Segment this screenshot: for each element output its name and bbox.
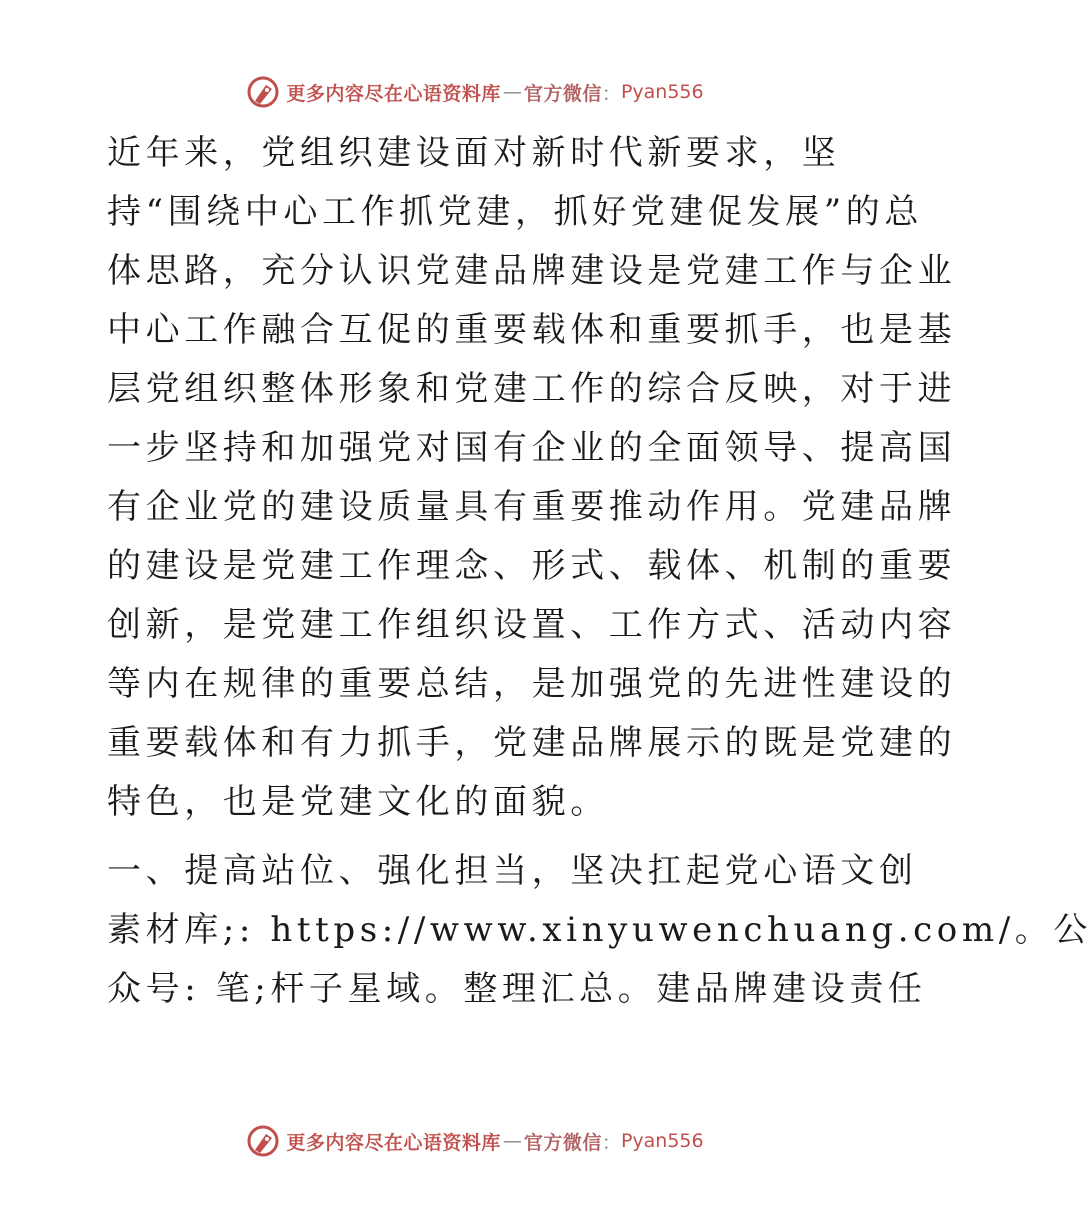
pen-nib-seal-icon [246,75,280,109]
text-line: 众号: 笔;杆子星域。整理汇总。建品牌建设责任 [107,969,927,1009]
paragraph-intro [98,124,957,832]
banner-separator: ： [601,1131,621,1154]
text-line: 近年来，党组织建设面对新时代新要求，坚 [107,133,841,173]
header-banner [0,72,950,112]
text-line: 特色，也是党建文化的面貌。 [107,782,609,822]
banner-dash: — [502,81,522,103]
banner-brand: 更多内容尽在心语资料库 [286,82,501,105]
footer-banner [0,1121,950,1161]
banner-wechat-id: Pyan556 [620,81,704,103]
text-line: 有企业党的建设质量具有重要推动作用。党建品牌 [107,487,957,527]
text-line: 素材库;: https://www.xinyuwenchuang.com/。公 [107,910,1092,950]
text-line: 的建设是党建工作理念、形式、载体、机制的重要 [107,546,957,586]
banner-brand: 更多内容尽在心语资料库 [286,1131,501,1154]
document-body [98,124,1092,1019]
text-line: 体思路，充分认识党建品牌建设是党建工作与企业 [107,251,957,291]
banner-wechat-label: 官方微信 [523,82,602,105]
banner-wechat-label: 官方微信 [523,1131,602,1154]
banner-separator: ： [601,82,621,105]
text-line: 重要载体和有力抓手，党建品牌展示的既是党建的 [107,723,957,763]
pen-nib-seal-icon [246,1124,280,1158]
text-line: 等内在规律的重要总结，是加强党的先进性建设的 [107,664,957,704]
section-heading-line: 一、提高站位、强化担当，坚决扛起党心语文创 [107,851,918,891]
text-line: 持“围绕中心工作抓党建，抓好党建促发展”的总 [107,192,923,232]
text-line: 创新，是党建工作组织设置、工作方式、活动内容 [107,605,957,645]
banner-wechat-id: Pyan556 [620,1130,704,1152]
banner-dash: — [502,1130,522,1152]
paragraph-section-one [98,842,1092,1019]
text-line: 中心工作融合互促的重要载体和重要抓手，也是基 [107,310,957,350]
text-line: 层党组织整体形象和党建工作的综合反映，对于进 [107,369,957,409]
text-line: 一步坚持和加强党对国有企业的全面领导、提高国 [107,428,957,468]
